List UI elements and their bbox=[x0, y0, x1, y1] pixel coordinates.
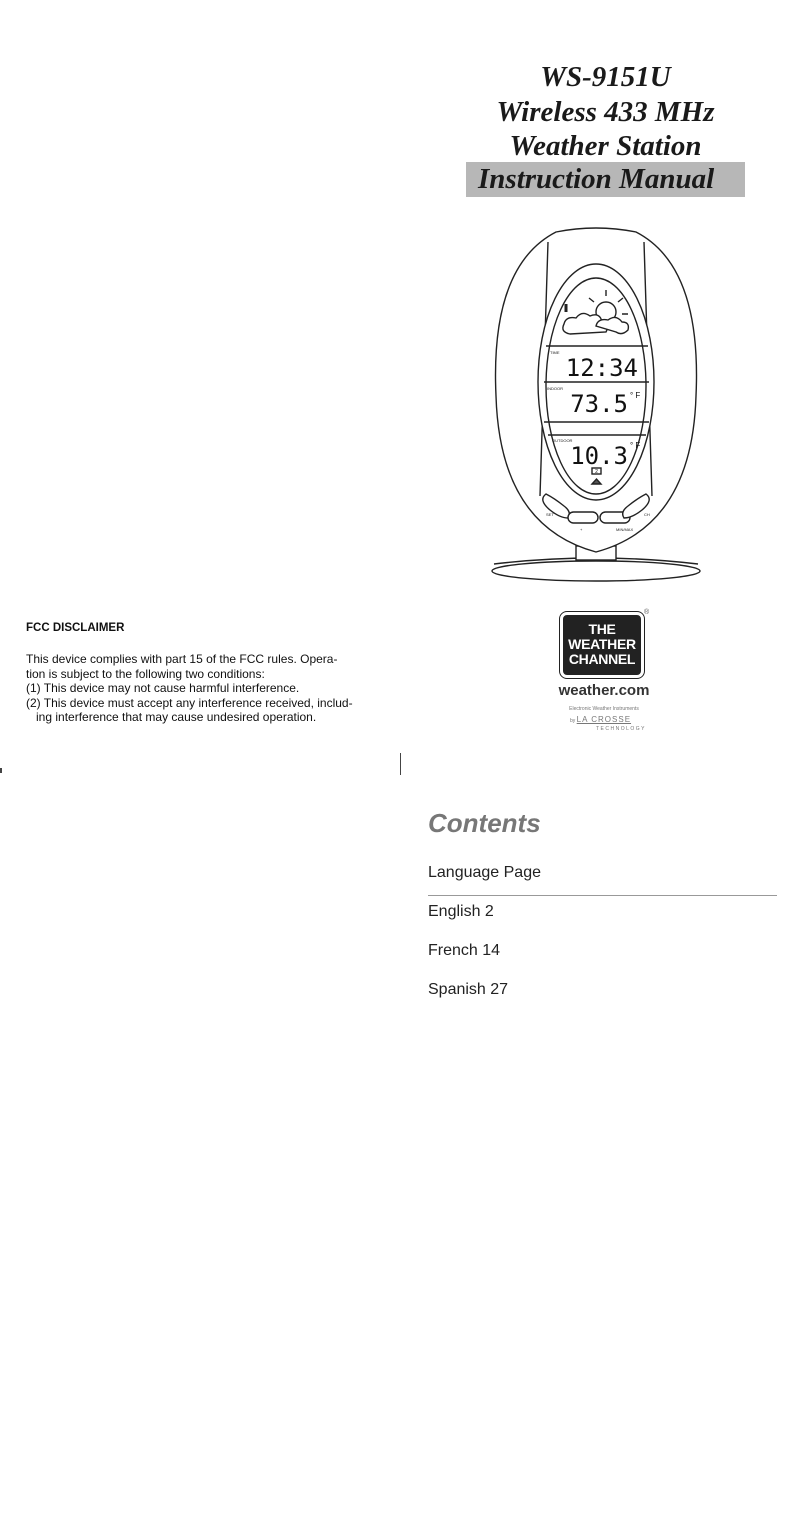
indoor-temp-display: 73.5 bbox=[570, 390, 628, 418]
weather-channel-logo bbox=[560, 612, 644, 678]
crop-mark bbox=[0, 768, 2, 773]
subtitle-station: Weather Station bbox=[509, 130, 702, 162]
contents-row-english: English 2 bbox=[428, 903, 494, 920]
la-crosse-logo bbox=[570, 715, 631, 724]
fcc-line: tion is subject to the following two conditions: bbox=[26, 666, 265, 681]
contents-row-spanish: Spanish 27 bbox=[428, 981, 509, 998]
registered-mark: ® bbox=[644, 609, 650, 616]
indoor-unit: ° F bbox=[630, 391, 641, 400]
brand-name: LA CROSSE bbox=[576, 715, 632, 724]
minmax-label: MIN/MAX bbox=[616, 527, 634, 532]
model-number: WS-9151U bbox=[540, 61, 671, 93]
contents-header: Language Page bbox=[428, 864, 541, 881]
time-display: 12:34 bbox=[565, 354, 638, 382]
logo-line-1: THE bbox=[588, 621, 616, 637]
weather-com-text: weather.com bbox=[558, 682, 650, 699]
divider bbox=[428, 895, 777, 896]
fcc-line: This device complies with part 15 of the FCC rules. Opera- bbox=[26, 652, 338, 666]
logo-line-2: WEATHER bbox=[568, 636, 636, 652]
contents-row-french: French 14 bbox=[428, 942, 501, 959]
fcc-condition-2: (2) This device must accept any interference received, includ- bbox=[26, 695, 353, 710]
channel-indicator: 2 bbox=[595, 469, 598, 475]
weather-station-illustration bbox=[488, 226, 704, 582]
fcc-text bbox=[26, 652, 386, 725]
tagline: Electronic Weather Instruments bbox=[569, 706, 639, 712]
subtitle-wireless: Wireless 433 MHz bbox=[496, 96, 715, 128]
fcc-condition-2-cont: ing interference that may cause undesired operation. bbox=[36, 710, 317, 724]
outdoor-label: OUTDOOR bbox=[552, 438, 573, 443]
brand-sub: TECHNOLOGY bbox=[596, 726, 647, 732]
logo-line-3: CHANNEL bbox=[568, 651, 636, 667]
fcc-condition-1: (1) This device may not cause harmful interference. bbox=[26, 681, 300, 695]
manual-title: Instruction Manual bbox=[466, 162, 745, 197]
set-label: SET bbox=[546, 512, 554, 517]
ch-label: CH bbox=[644, 512, 650, 517]
plus-label: + bbox=[580, 527, 583, 532]
fcc-heading: FCC DISCLAIMER bbox=[26, 622, 125, 634]
by-text: by bbox=[570, 718, 576, 724]
outdoor-unit: ° F bbox=[630, 441, 641, 450]
time-label: TIME bbox=[550, 350, 560, 355]
plus-button[interactable] bbox=[568, 512, 598, 523]
outdoor-temp-display: 10.3 bbox=[570, 442, 628, 470]
indoor-label: INDOOR bbox=[547, 386, 563, 391]
contents-heading: Contents bbox=[428, 808, 541, 838]
fold-mark bbox=[400, 753, 401, 775]
